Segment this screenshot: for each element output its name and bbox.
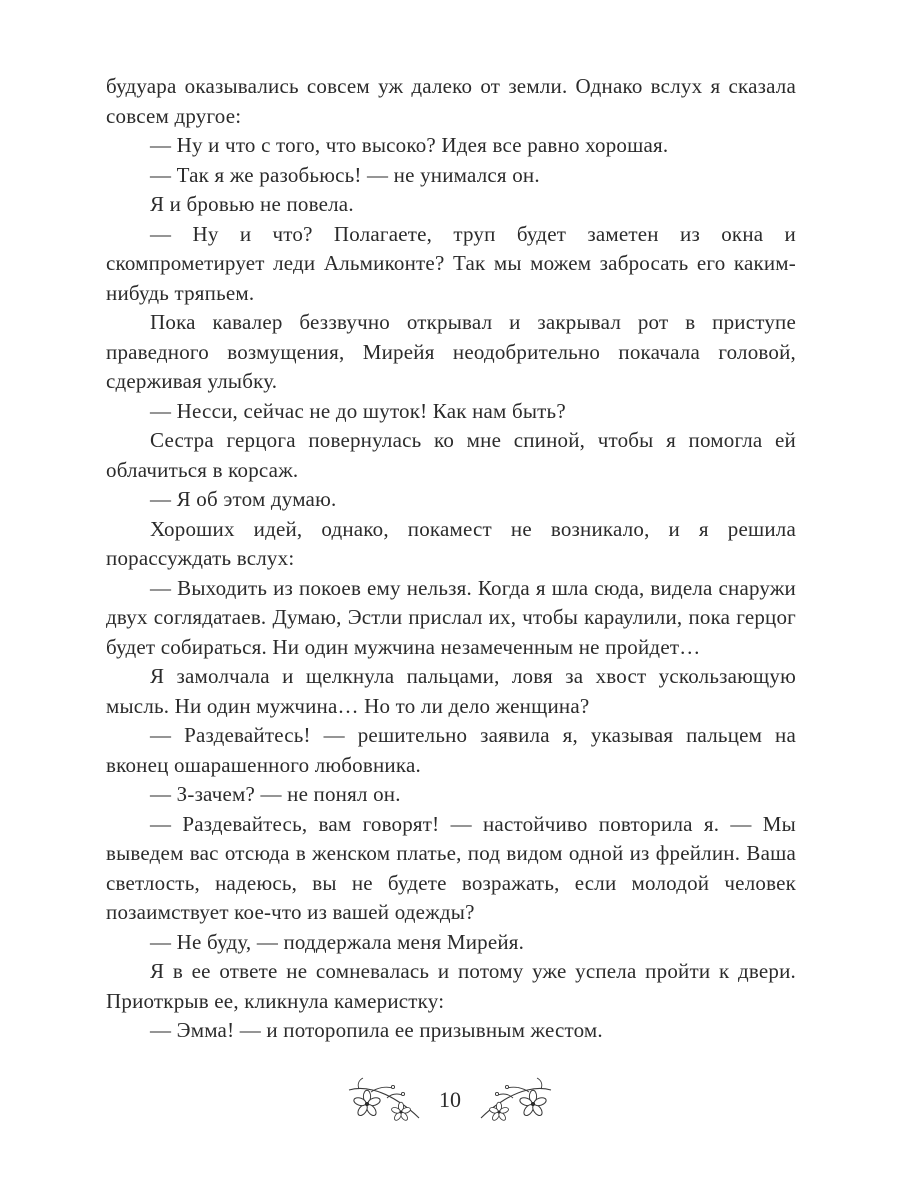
paragraph: — Ну и что? Полагаете, труп будет заметен из окна и скомпрометирует леди Альмиконте? Так мы можем забросать его каким-нибудь тряпьем. [106,221,796,305]
paragraph: — З-зачем? — не понял он. [150,782,401,806]
paragraph: — Я об этом думаю. [150,487,337,511]
paragraph: будуара оказывались совсем уж далеко от земли. Однако вслух я сказала совсем другое: [106,74,796,128]
paragraph: Я в ее ответе не сомневалась и потому уже успела пройти к двери. Приоткрыв ее, кликнула камеристку: [106,959,796,1013]
paragraph: Хороших идей, однако, покамест не возникало, и я решила порассуждать вслух: [106,516,796,570]
paragraph: Пока кавалер беззвучно открывал и закрывал рот в приступе праведного возмущения, Мирейя неодобрительно покачала головой, сдерживая улыбку. [106,310,796,393]
paragraph: — Раздевайтесь! — решительно заявила я, указывая пальцем на вконец ошарашенного любовника. [106,723,796,777]
paragraph: — Так я же разобьюсь! — не унимался он. [150,162,540,187]
paragraph: — Не буду, — поддержала меня Мирейя. [150,929,525,954]
paragraph: — Ну и что с того, что высоко? Идея все равно хорошая. [150,133,669,157]
floral-branch-right-icon [479,1076,553,1124]
page-footer [0,1072,900,1128]
paragraph: — Выходить из покоев ему нельзя. Когда я шла сюда, видела снаружи двух соглядатаев. Думаю, Эстли прислал их, чтобы караулили, пока герцог будет собираться. Ни один мужчина незамеченным не пройдет… [106,575,796,659]
page-number: 10 [439,1087,461,1112]
paragraph: Сестра герцога повернулась ко мне спиной, чтобы я помогла ей облачиться в корсаж. [106,428,796,482]
paragraph: — Эмма! — и поторопила ее призывным жестом. [150,1018,603,1042]
text-block [106,72,796,1046]
paragraph: Я замолчала и щелкнула пальцами, ловя за хвост ускользающую мысль. Ни один мужчина… Но то ли дело женщина? [106,664,796,718]
paragraph: — Несси, сейчас не до шуток! Как нам быть? [150,398,566,423]
paragraph: — Раздевайтесь, вам говорят! — настойчиво повторила я. — Мы выведем вас отсюда в женском платье, под видом одной из фрейлин. Ваша светлость, надеюсь, вы не будете возражать, если молодой человек позаимствует кое-что из вашей одежды? [106,811,796,924]
paragraph: Я и бровью не повела. [150,192,354,216]
floral-branch-left-icon [347,1076,421,1124]
